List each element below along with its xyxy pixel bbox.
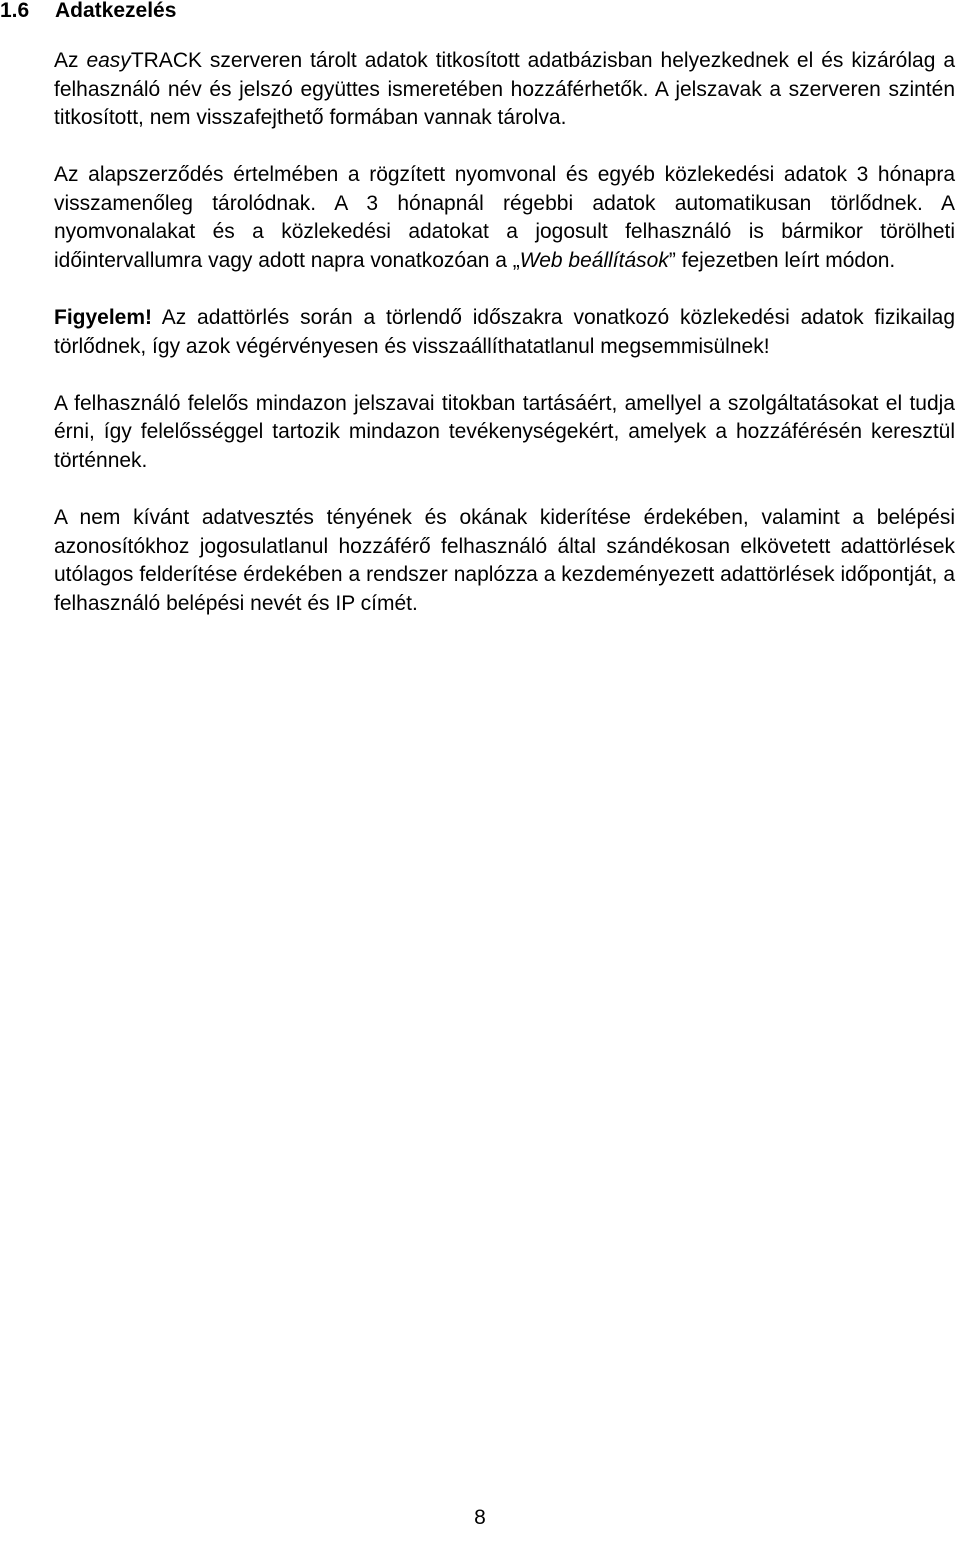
section-title: Adatkezelés bbox=[55, 0, 177, 22]
paragraph-text: Az bbox=[54, 49, 87, 72]
paragraph-data-storage bbox=[54, 47, 955, 133]
paragraph-warning bbox=[54, 304, 955, 361]
paragraph-text: Az adattörlés során a törlendő időszakra vonatkozó közlekedési adatok fizikailag törlődnek, így azok végérvényesen és visszaállíthatatlanul megsemmisülnek! bbox=[54, 306, 955, 358]
paragraph-text: TRACK szerveren tárolt adatok titkosított adatbázisban helyezkednek el és kizárólag a felhasználó név és jelszó együttes ismeretében hozzáférhetők. A jelszavak a szerveren szintén titkosított, nem visszafejthető formában vannak tárolva. bbox=[54, 49, 955, 130]
paragraph-retention bbox=[54, 161, 955, 275]
body-text bbox=[54, 47, 955, 647]
paragraph-logging: A nem kívánt adatvesztés tényének és okának kiderítése érdekében, valamint a belépési azonosítókhoz jogosulatlanul hozzáférő felhasználó által szándékosan elkövetett adattörlések utólagos felderítése érdekében a rendszer naplózza a kezdeményezett adattörlések időpontját, a felhasználó belépési nevét és IP címét. bbox=[54, 506, 955, 615]
warning-label: Figyelem! bbox=[54, 306, 153, 330]
paragraph-user-responsibility: A felhasználó felelős mindazon jelszavai titokban tartásáért, amellyel a szolgáltatásokat el tudja érni, így felelősséggel tartozik mindazon tevékenységekért, amelyek a hozzáférésén keresztül történnek. bbox=[54, 391, 955, 473]
paragraph-text: ” fejezetben leírt módon. bbox=[668, 249, 896, 273]
page-number: 8 bbox=[474, 1506, 486, 1529]
web-settings-reference: Web beállítások bbox=[519, 249, 669, 273]
paragraph-text: Az alapszerződés értelmében a rögzített nyomvonal és egyéb közlekedési adatok 3 hónapra visszamenőleg tárolódnak. A 3 hónapnál régebbi adatok automatikusan törlődnek. A nyomvonalakat és a közlekedési adatokat a jogosult felhasználó is bármikor törölheti időintervallumra vagy adott napra vonatkozóan a „ bbox=[54, 163, 955, 273]
brand-name-italic: easy bbox=[86, 49, 131, 72]
section-number: 1.6 bbox=[0, 0, 30, 22]
section-heading bbox=[0, 0, 176, 25]
